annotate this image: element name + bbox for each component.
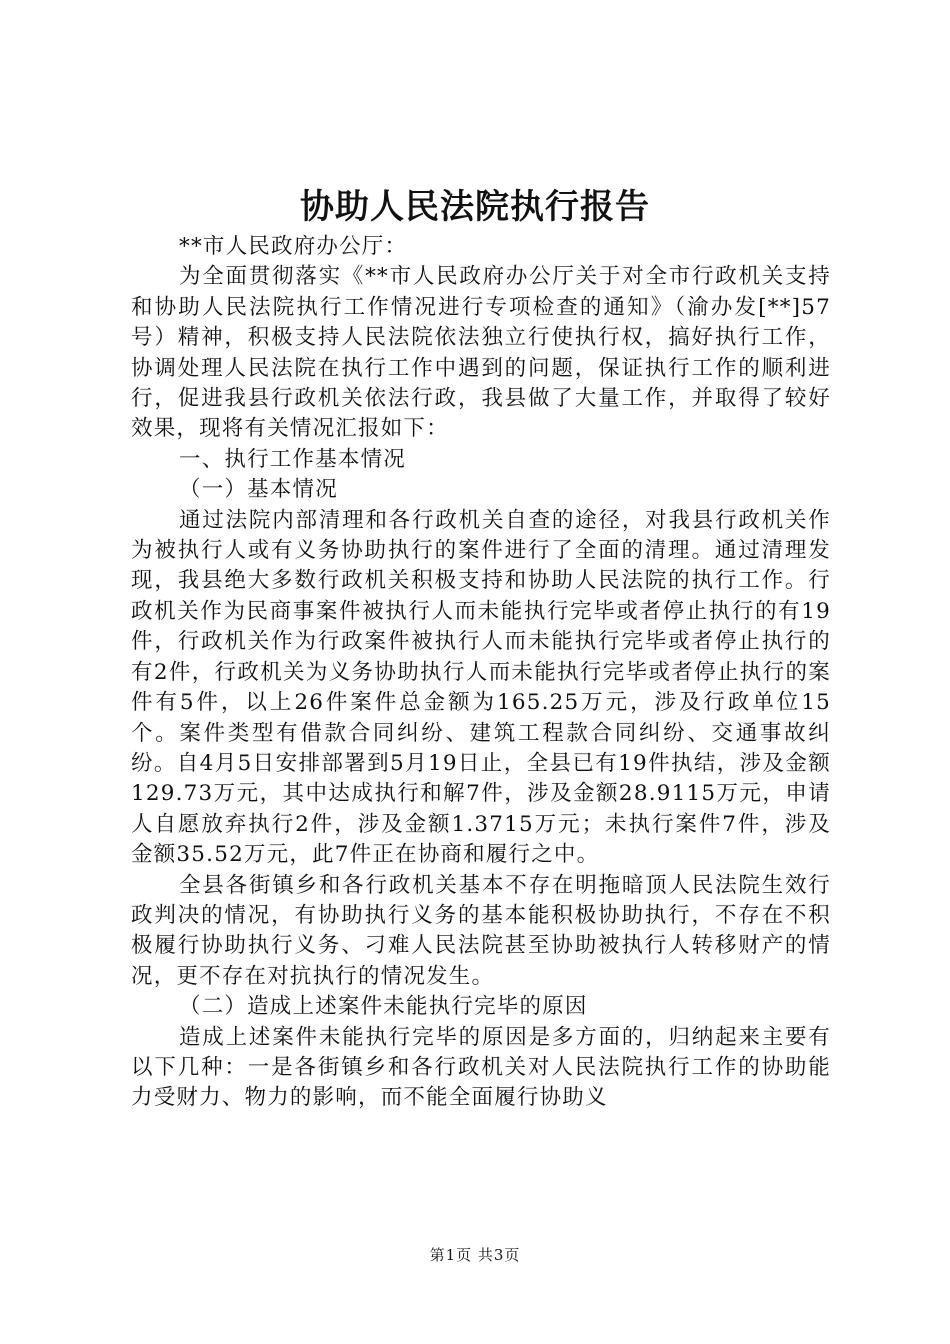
intro-paragraph: 为全面贯彻落实《**市人民政府办公厅关于对全市行政机关支持和协助人民法院执行工作情况进行专项检查的通知》（渝办发[**]57号）精神，积极支持人民法院依法独立行使执行权，搞好执行工作，协调处理人民法院在执行工作中遇到的问题，保证执行工作的顺利进行，促进我县行政机关依法行政，我县做了大量工作，并取得了较好效果，现将有关情况汇报如下： (131, 264, 831, 442)
salutation: **市人民政府办公厅： (179, 234, 408, 259)
document-body (131, 232, 831, 1114)
subsection-heading-2: （二）造成上述案件未能执行完毕的原因 (179, 994, 588, 1020)
page-footer: 第1页 共3页 (429, 1246, 521, 1264)
body-paragraph-compliance: 全县各街镇乡和各行政机关基本不存在明拖暗顶人民法院生效行政判决的情况，有协助执行义务的基本能积极协助执行，不存在不积极履行协助执行义务、刁难人民法院甚至协助被执行人转移财产的情况，更不存在对抗执行的情况发生。 (131, 872, 831, 989)
subsection-heading-1: （一）基本情况 (179, 477, 338, 503)
section-heading-1: 一、执行工作基本情况 (179, 446, 407, 472)
body-paragraph-reasons: 造成上述案件未能执行完毕的原因是多方面的，归纳起来主要有以下几种：一是各街镇乡和各行政机关对人民法院执行工作的协助能力受财力、物力的影响，而不能全面履行协助义 (131, 1024, 831, 1111)
body-paragraph-cases: 通过法院内部清理和各行政机关自查的途径，对我县行政机关作为被执行人或有义务协助执行的案件进行了全面的清理。通过清理发现，我县绝大多数行政机关积极支持和协助人民法院的执行工作。行政机关作为民商事案件被执行人而未能执行完毕或者停止执行的有19件，行政机关作为行政案件被执行人而未能执行完毕或者停止执行的有2件，行政机关为义务协助执行人而未能执行完毕或者停止执行的案件有5件，以上26件案件总金额为165.25万元，涉及行政单位15个。案件类型有借款合同纠纷、建筑工程款合同纠纷、交通事故纠纷。自4月5日安排部署到5月19日止，全县已有19件执结，涉及金额129.73万元，其中达成执行和解7件，涉及金额28.9115万元，申请人自愿放弃执行2件，涉及金额1.3715万元；未执行案件7件，涉及金额35.52万元，此7件正在协商和履行之中。 (131, 507, 831, 868)
document-title: 协助人民法院执行报告 (300, 187, 650, 227)
